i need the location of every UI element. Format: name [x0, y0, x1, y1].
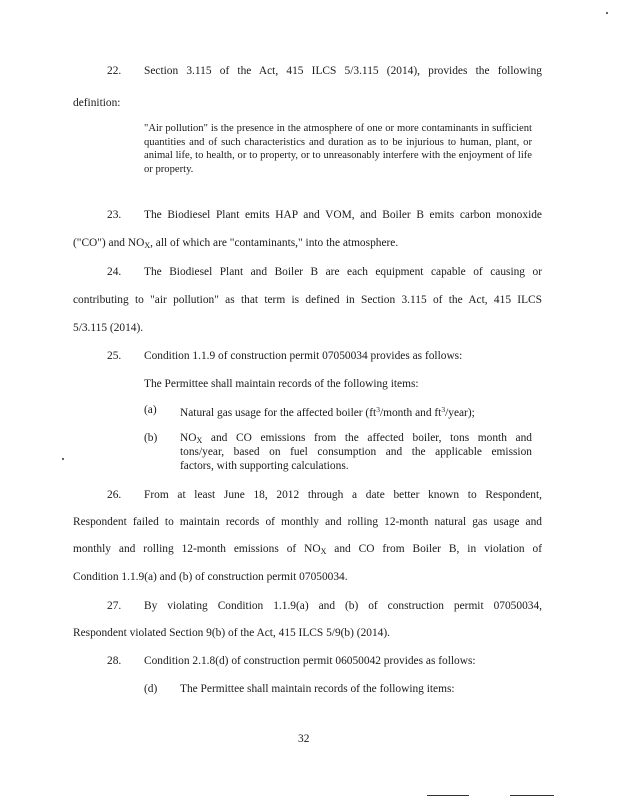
block-quote-air-pollution: "Air pollution" is the presence in the atmosphere of one or more contaminants in sufficient quantities and of such characteristics and duration as to be injurious to human, plant, or animal life, to health, or to property, or to unreasonably interfere with the enjoyment of life or property. [144, 123, 532, 175]
item-d-label: (d) [144, 683, 158, 695]
paragraph-23-line-2-b: , all of which are "contaminants," into the atmosphere. [150, 237, 399, 249]
item-b-line-1-b: and CO emissions from the affected boiler, tons month and [202, 432, 532, 444]
initials-line-right [510, 795, 554, 796]
nox-subscript-b: X [196, 436, 203, 445]
ft3-superscript-2: 3 [441, 405, 446, 414]
paragraph-22-line-2: definition: [73, 97, 121, 109]
nox-subscript-26: X [320, 547, 327, 556]
item-a-text [180, 403, 475, 420]
item-b-label: (b) [144, 432, 158, 444]
paragraph-22-line-1: Section 3.115 of the Act, 415 ILCS 5/3.115 (2014), provides the following [144, 65, 542, 77]
paragraph-26-line-2: Respondent failed to maintain records of monthly and rolling 12-month natural gas usage and [73, 516, 542, 528]
paragraph-26-line-3-a: monthly and rolling 12-month emissions of NO [73, 543, 321, 555]
item-a-text-3: /year); [445, 407, 475, 419]
paragraph-number-23: 23. [107, 209, 122, 221]
paragraph-number-26: 26. [107, 489, 122, 501]
paragraph-26-line-3 [73, 542, 542, 559]
paragraph-number-28: 28. [107, 655, 122, 667]
paragraph-24-line-2: contributing to "air pollution" as that term is defined in Section 3.115 of the Act, 415 ILCS [73, 294, 542, 306]
paragraph-28-line-1: Condition 2.1.8(d) of construction permit 06050042 provides as follows: [144, 655, 476, 667]
paragraph-23-line-2 [73, 236, 398, 253]
item-b-line-3: factors, with supporting calculations. [180, 460, 349, 472]
paragraph-number-22: 22. [107, 65, 122, 77]
item-a-text-2: /month and ft [379, 407, 442, 419]
item-d-text: The Permittee shall maintain records of the following items: [180, 683, 455, 695]
paragraph-26-line-4: Condition 1.1.9(a) and (b) of construction permit 07050034. [73, 571, 348, 583]
paragraph-number-24: 24. [107, 266, 122, 278]
ft3-superscript-1: 3 [376, 405, 380, 414]
paragraph-number-27: 27. [107, 600, 122, 612]
paragraph-26-line-3-b: and CO from Boiler B, in violation of [326, 543, 543, 555]
paragraph-25-intro: The Permittee shall maintain records of the following items: [144, 378, 419, 390]
paragraph-27-line-2: Respondent violated Section 9(b) of the Act, 415 ILCS 5/9(b) (2014). [73, 627, 390, 639]
paragraph-number-25: 25. [107, 350, 122, 362]
paragraph-25-line-1: Condition 1.1.9 of construction permit 07050034 provides as follows: [144, 350, 463, 362]
paragraph-24-line-3: 5/3.115 (2014). [73, 322, 144, 334]
page-number: 32 [298, 733, 310, 745]
item-b-line-2: tons/year, based on fuel consumption and the applicable emission [180, 446, 532, 458]
paragraph-26-line-1: From at least June 18, 2012 through a date better known to Respondent, [144, 489, 542, 501]
scan-speck [606, 12, 608, 14]
initials-line-left [427, 795, 469, 796]
paragraph-24-line-1: The Biodiesel Plant and Boiler B are each equipment capable of causing or [144, 266, 542, 278]
item-a-text-1: Natural gas usage for the affected boiler (ft [180, 407, 377, 419]
nox-subscript: X [144, 241, 151, 250]
paragraph-23-line-1: The Biodiesel Plant emits HAP and VOM, and Boiler B emits carbon monoxide [144, 209, 542, 221]
item-a-label: (a) [144, 404, 157, 416]
paragraph-23-line-2-a: ("CO") and NO [73, 237, 145, 249]
scan-speck [62, 458, 64, 460]
paragraph-27-line-1: By violating Condition 1.1.9(a) and (b) of construction permit 07050034, [144, 600, 542, 612]
item-b-line-1-a: NO [180, 432, 197, 444]
